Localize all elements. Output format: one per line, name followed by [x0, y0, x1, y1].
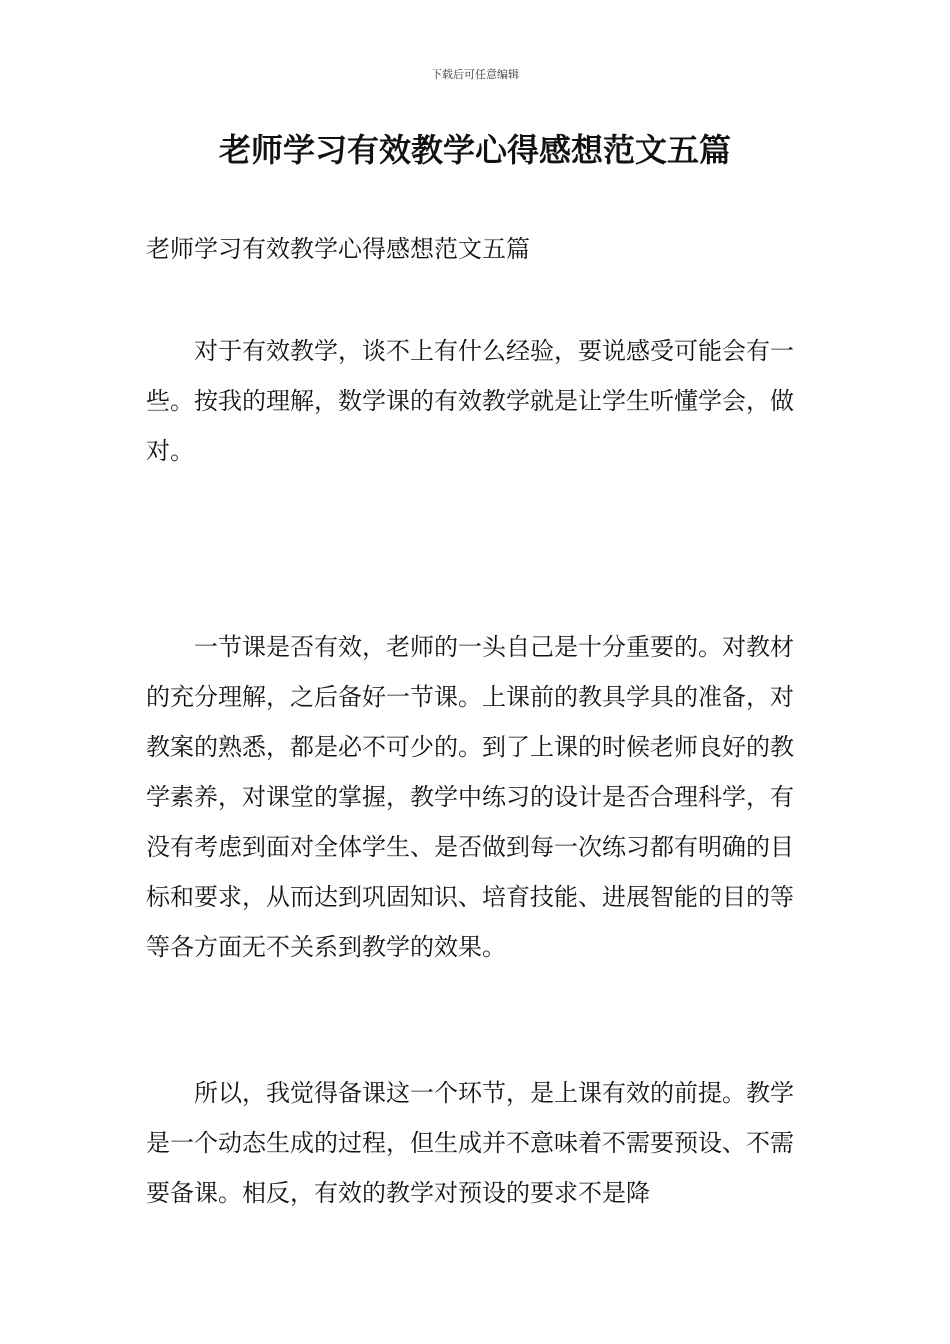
- paragraph-2: 一节课是否有效，老师的一头自己是十分重要的。对教材的充分理解，之后备好一节课。上课前的教具学具的准备，对教案的熟悉，都是必不可少的。到了上课的时候老师良好的教学素养，对课堂的掌握，教学中练习的设计是否合理科学，有没有考虑到面对全体学生、是否做到每一次练习都有明确的目标和要求，从而达到巩固知识、培育技能、进展智能的目的等等各方面无不关系到教学的效果。: [146, 633, 794, 961]
- header-note: 下载后可任意编辑: [431, 68, 519, 81]
- document-title: 老师学习有效教学心得感想范文五篇: [218, 131, 731, 169]
- paragraph-3: 所以，我觉得备课这一个环节，是上课有效的前提。教学是一个动态生成的过程，但生成并不意味着不需要预设、不需要备课。相反，有效的教学对预设的要求不是降: [146, 1079, 794, 1207]
- paragraph-1: 对于有效教学，谈不上有什么经验，要说感受可能会有一些。按我的理解，数学课的有效教学就是让学生听懂学会，做对。: [146, 337, 794, 465]
- document-subtitle: 老师学习有效教学心得感想范文五篇: [146, 235, 530, 263]
